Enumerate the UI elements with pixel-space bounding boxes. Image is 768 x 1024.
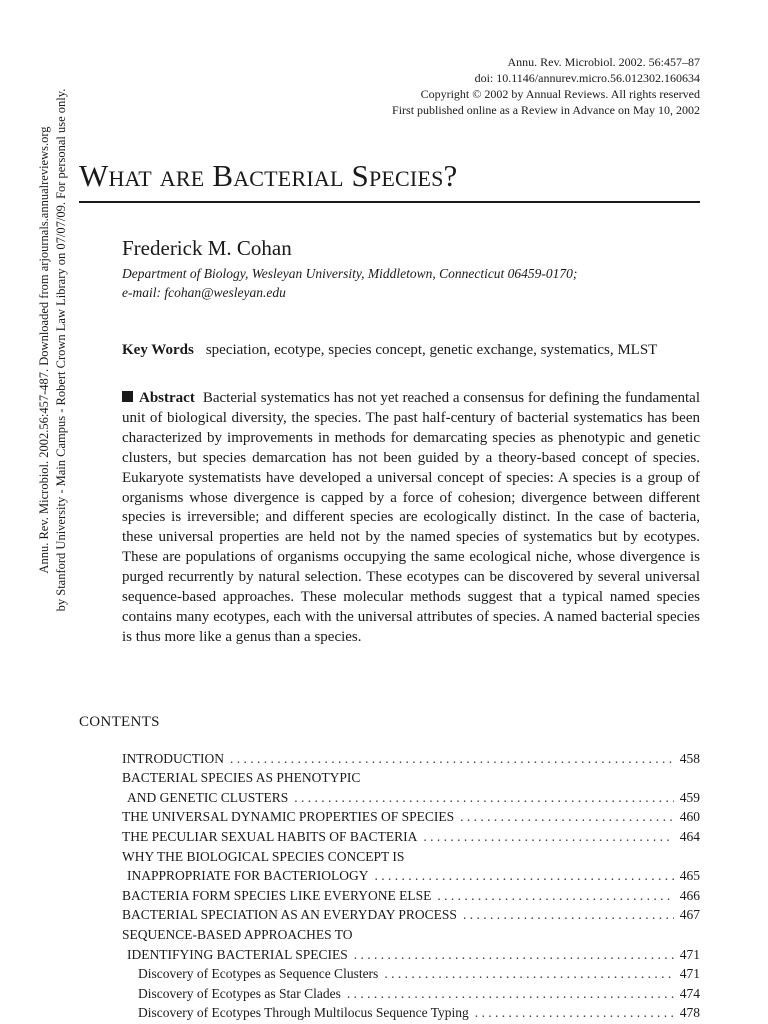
toc-subentry[interactable] — [122, 963, 700, 983]
toc-leader — [294, 790, 674, 806]
toc-entry-page: 465 — [679, 868, 700, 884]
toc-entry-label: Discovery of Ecotypes as Star Clades — [138, 985, 341, 1001]
toc-entry[interactable] — [122, 806, 700, 826]
toc-leader — [437, 888, 673, 904]
article-title: What are Bacterial Species? — [79, 158, 458, 193]
toc-entry-page: 471 — [679, 966, 700, 982]
toc-entry-page: 467 — [679, 907, 700, 923]
download-note-line-1: Annu. Rev. Microbiol. 2002.56:457-487. Downloaded from arjournals.annualreviews.org — [37, 126, 51, 574]
journal-header — [392, 54, 700, 118]
citation-line: Annu. Rev. Microbiol. 2002. 56:457–87 — [507, 55, 700, 69]
toc-entry[interactable] — [122, 786, 700, 806]
doi-line: doi: 10.1146/annurev.micro.56.012302.160634 — [474, 71, 700, 85]
square-bullet-icon — [122, 391, 133, 402]
toc-leader — [347, 986, 674, 1002]
keywords-text: speciation, ecotype, species concept, genetic exchange, systematics, MLST — [205, 342, 658, 358]
toc-leader — [463, 907, 674, 923]
toc-entry[interactable] — [122, 943, 700, 963]
affiliation-email: e-mail: fcohan@wesleyan.edu — [122, 285, 286, 300]
toc-entry[interactable] — [122, 884, 700, 904]
toc-leader — [354, 947, 674, 963]
author-name: Frederick M. Cohan — [122, 236, 292, 260]
toc-entry-page: 474 — [679, 985, 700, 1001]
toc-entry-label: THE UNIVERSAL DYNAMIC PROPERTIES OF SPECIES — [122, 809, 455, 825]
toc-entry-page: 471 — [679, 946, 700, 962]
toc-entry-page: 460 — [679, 809, 700, 825]
toc-entry-page: 464 — [679, 828, 700, 844]
toc-leader — [475, 1005, 674, 1021]
toc-leader — [384, 966, 673, 982]
download-note-line-2: by Stanford University - Main Campus - Robert Crown Law Library on 07/07/09. For personal use only. — [54, 88, 68, 612]
table-of-contents — [122, 747, 700, 1021]
toc-entry-label: BACTERIAL SPECIATION AS AN EVERYDAY PROCESS — [122, 907, 457, 923]
title-rule — [79, 201, 700, 203]
toc-entry[interactable] — [122, 845, 700, 865]
toc-entry-label: Discovery of Ecotypes Through Multilocus Sequence Typing — [138, 1005, 469, 1021]
toc-entry-label: WHY THE BIOLOGICAL SPECIES CONCEPT IS — [122, 848, 405, 864]
abstract-block — [122, 389, 700, 648]
copyright-line: Copyright © 2002 by Annual Reviews. All rights reserved — [420, 87, 700, 101]
toc-entry-label: IDENTIFYING BACTERIAL SPECIES — [127, 946, 348, 962]
affiliation-department: Department of Biology, Wesleyan University, Middletown, Connecticut 06459-0170; — [122, 266, 578, 281]
toc-subentry[interactable] — [122, 982, 700, 1002]
keywords-label: Key Words — [122, 342, 194, 358]
toc-entry-page: 478 — [679, 1005, 700, 1021]
toc-entry[interactable] — [122, 904, 700, 924]
toc-entry-label: AND GENETIC CLUSTERS — [127, 789, 289, 805]
abstract-label: Abstract — [139, 390, 195, 406]
toc-leader — [423, 829, 673, 845]
abstract-text: Bacterial systematics has not yet reached a consensus for defining the fundamental unit of biological diversity, the species. The past half-century of bacterial systematics has been characterized by improvements in methods for demarcating species as phenotypic and genetic clusters, but species demarcation has not been guided by a theory-based concept of species. Eukaryote systematists have developed a universal concept of species: A species is a group of organisms whose divergence is capped by a force of cohesion; divergence between different species is irreversible; and different species are ecologically distinct. In the case of bacteria, these universal properties are held not by the named species of systematics but by ecotypes. These are populations of organisms occupying the same ecological niche, whose divergence is purged recurrently by natural selection. These ecotypes can be discovered by several universal sequence-based approaches. These molecular methods suggest that a typical named species contains many ecotypes, each with the universal attributes of species. A named bacterial species is thus more like a genus than a species. — [122, 390, 700, 645]
toc-leader — [230, 751, 674, 767]
toc-entry[interactable] — [122, 825, 700, 845]
toc-entry-label: Discovery of Ecotypes as Sequence Clusters — [138, 966, 379, 982]
toc-entry-label: SEQUENCE-BASED APPROACHES TO — [122, 926, 353, 942]
affiliation — [122, 264, 702, 302]
toc-entry[interactable] — [122, 865, 700, 885]
toc-entry-page: 466 — [679, 887, 700, 903]
toc-entry-label: THE PECULIAR SEXUAL HABITS OF BACTERIA — [122, 828, 418, 844]
toc-entry-page: 459 — [679, 789, 700, 805]
toc-leader — [375, 868, 674, 884]
toc-leader — [460, 809, 674, 825]
keywords-block — [122, 341, 700, 360]
toc-entry-label: BACTERIA FORM SPECIES LIKE EVERYONE ELSE — [122, 887, 432, 903]
contents-heading: CONTENTS — [79, 714, 160, 730]
toc-entry-label: INAPPROPRIATE FOR BACTERIOLOGY — [127, 868, 369, 884]
download-watermark — [36, 40, 70, 660]
published-line: First published online as a Review in Advance on May 10, 2002 — [392, 103, 700, 117]
toc-subentry[interactable] — [122, 1002, 700, 1022]
toc-entry[interactable] — [122, 767, 700, 787]
toc-entry-page: 458 — [679, 750, 700, 766]
toc-entry-label: INTRODUCTION — [122, 750, 224, 766]
toc-entry[interactable] — [122, 923, 700, 943]
toc-entry[interactable] — [122, 747, 700, 767]
toc-entry-label: BACTERIAL SPECIES AS PHENOTYPIC — [122, 770, 361, 786]
